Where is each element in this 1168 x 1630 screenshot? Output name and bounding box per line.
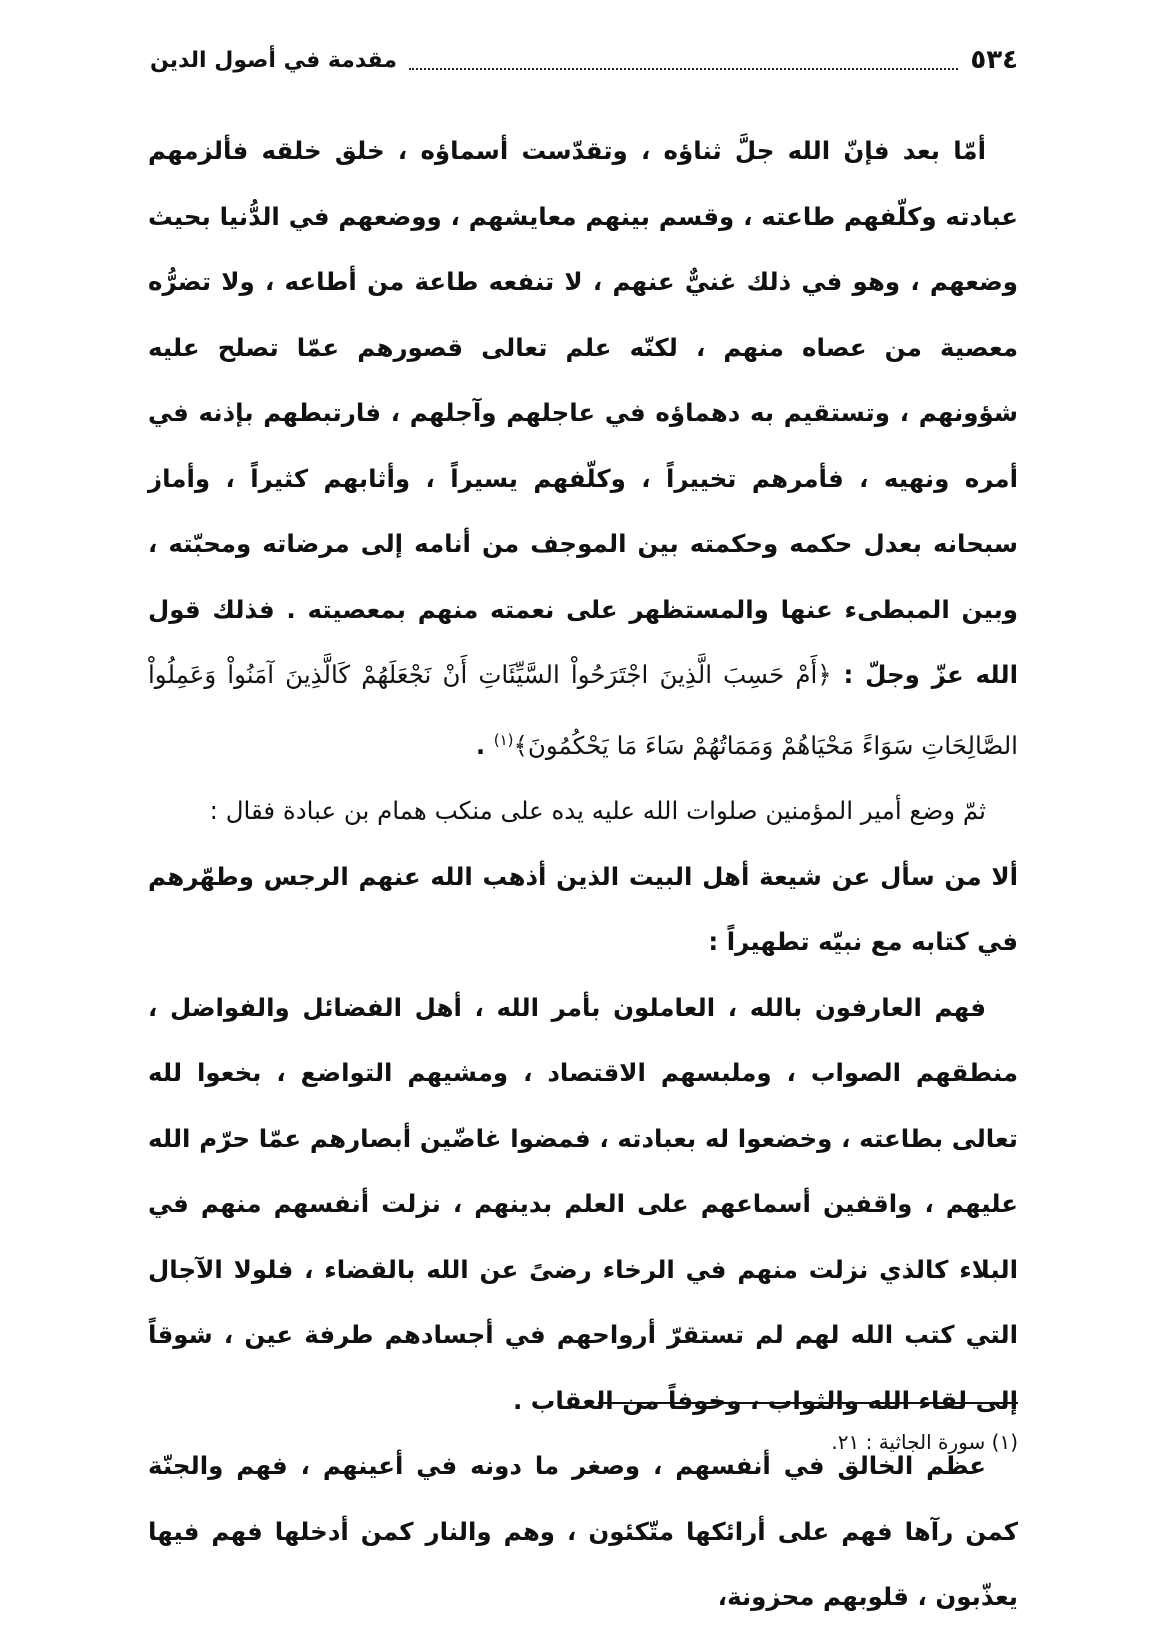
- paragraph-1: [148, 118, 1018, 778]
- paragraph-2: ثمّ وضع أمير المؤمنين صلوات الله عليه يده على منكب همام بن عبادة فقال :: [209, 796, 986, 826]
- footnote-reference[interactable]: (١): [493, 730, 514, 749]
- paragraph-1-end: .: [475, 730, 486, 760]
- footnote: (١) سورة الجاثية : ٢١.: [831, 1430, 1018, 1454]
- header-dotted-leader: [409, 50, 958, 70]
- paragraph-4: فهم العارفون بالله ، العاملون بأمر الله ، أهل الفضائل والفواضل ، منطقهم الصواب ، وملبسهم الاقتصاد ، ومشيهم التواضع ، بخعوا لله تعالى بطاعته ، وخضعوا له بعبادته ، فمضوا غاضّين أبصارهم عمّا حرّم الله عليهم ، واقفين أسماعهم على العلم بدينهم ، نزلت أنفسهم منهم في البلاء كالذي نزلت منهم في الرخاء رضىً عن الله بالقضاء ، فلولا الآجال التي كتب الله لهم لم تستقرّ أرواحهم في أجسادهم طرفة عين ، شوقاً إلى لقاء الله والثواب ، وخوفاً من العقاب .: [148, 992, 1018, 1415]
- paragraph-5: عظم الخالق في أنفسهم ، وصغر ما دونه في أعينهم ، فهم والجنّة كمن رآها فهم على أرائكها متّكئون ، وهم والنار كمن أدخلها فهم فيها يعذّبون ، قلوبهم محزونة،: [148, 1451, 1018, 1612]
- page-number: ٥٣٤: [970, 45, 1018, 75]
- paragraph-1-text: أمّا بعد فإنّ الله جلَّ ثناؤه ، وتقدّست أسماؤه ، خلق خلقه فألزمهم عبادته وكلّفهم طاعته ، وقسم بينهم معايشهم ، ووضعهم في الدُّنيا بحيث وضعهم ، وهو في ذلك غنيٌّ عنهم ، لا تنفعه طاعة من أطاعه ، ولا تضرُّه معصية من عصاه منهم ، لكنّه علم تعالى قصورهم عمّا تصلح عليه شؤونهم ، وتستقيم به دهماؤه في عاجلهم وآجلهم ، فارتبطهم بإذنه في أمره ونهيه ، فأمرهم تخييراً ، وكلّفهم يسيراً ، وأثابهم كثيراً ، وأماز سبحانه بعدل حكمه وحكمته بين الموجف من أنامه إلى مرضاته ومحبّته ، وبين المبطىء عنها والمستظهر على نعمته منهم بمعصيته . فذلك قول الله عزّ وجلّ :: [148, 136, 1019, 689]
- page-header: [150, 40, 1018, 80]
- running-title: مقدمة في أصول الدين: [150, 47, 398, 73]
- paragraph-3: ألا من سأل عن شيعة أهل البيت الذين أذهب الله عنهم الرجس وطهّرهم في كتابه مع نبيّه تطهيراً :: [148, 861, 1018, 957]
- quran-verse: ﴿أَمْ حَسِبَ الَّذِينَ اجْتَرَحُواْ السَّيِّئَاتِ أَنْ نَجْعَلَهُمْ كَالَّذِينَ آمَنُواْ وَعَمِلُواْ الصَّالِحَاتِ سَوَاءً مَحْيَاهُمْ وَمَمَاتُهُمْ سَاءَ مَا يَحْكُمُونَ﴾: [148, 660, 1018, 760]
- footnote-divider: [598, 1402, 1018, 1404]
